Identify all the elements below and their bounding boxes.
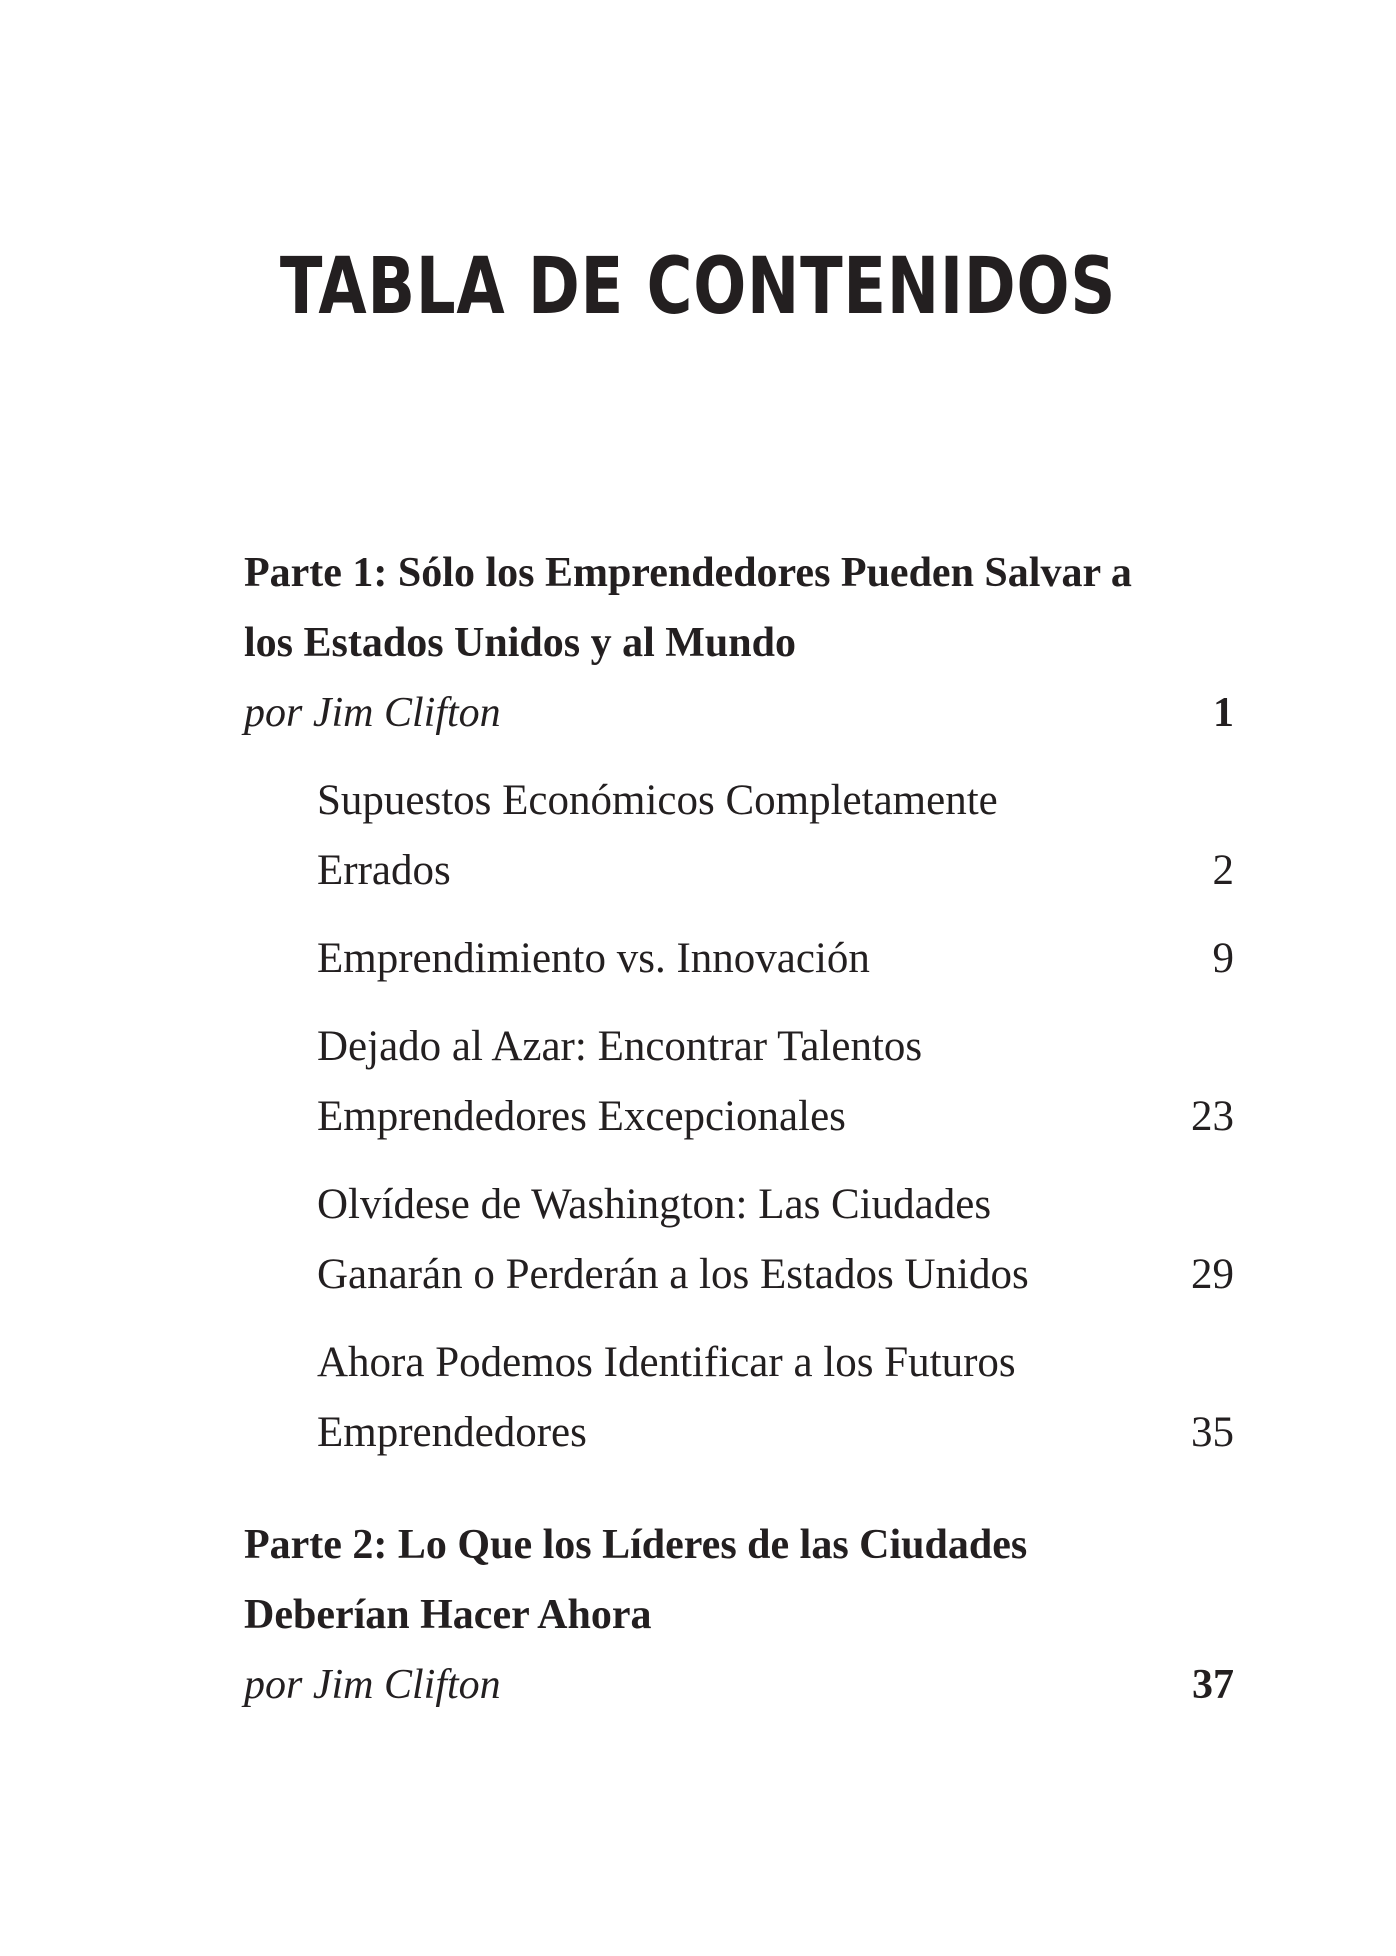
part-1-entries — [244, 766, 1234, 1468]
part-1-page-number: 1 — [1213, 690, 1234, 736]
toc-entry-2[interactable] — [317, 924, 1234, 994]
toc-entry-4-page: 29 — [1191, 1251, 1234, 1298]
toc-part-2 — [244, 1510, 1234, 1720]
dot-leader — [593, 1405, 1185, 1446]
part-1-byline: por Jim Clifton — [244, 690, 501, 736]
dot-leader — [1035, 1247, 1185, 1288]
toc-entry-1-page: 2 — [1212, 847, 1234, 894]
toc-entry-4[interactable] — [317, 1170, 1234, 1310]
toc-entry-3-line-2: Emprendedores Excepcionales — [317, 1093, 846, 1140]
part-1-title — [244, 538, 1234, 678]
part-2-page-number: 37 — [1192, 1662, 1234, 1708]
part-2-byline: por Jim Clifton — [244, 1662, 501, 1708]
toc-entry-4-line-1: Olvídese de Washington: Las Ciudades — [317, 1181, 992, 1228]
toc-entry-4-line-2: Ganarán o Perderán a los Estados Unidos — [317, 1251, 1029, 1298]
toc-entry-1-line-2: Errados — [317, 847, 451, 894]
toc-entry-2-page: 9 — [1212, 935, 1234, 982]
part-2-title — [244, 1510, 1234, 1650]
toc-entry-1[interactable] — [317, 766, 1234, 906]
part-2-title-line-2: Deberían Hacer Ahora — [244, 1592, 652, 1638]
toc-entry-5-line-1: Ahora Podemos Identificar a los Futuros — [317, 1339, 1016, 1386]
dot-leader — [507, 686, 1207, 726]
toc-entry-1-line-1: Supuestos Económicos Completamente — [317, 777, 998, 824]
toc-entry-2-line-1: Emprendimiento vs. Innovación — [317, 935, 870, 982]
dot-leader — [876, 931, 1207, 972]
part-1-title-line-1: Parte 1: Sólo los Emprendedores Pueden Salvar a — [244, 550, 1132, 596]
part-1-title-line-2: los Estados Unidos y al Mundo — [244, 620, 797, 666]
toc-entry-3-page: 23 — [1191, 1093, 1234, 1140]
toc-entry-5-page: 35 — [1191, 1409, 1234, 1456]
part-1-byline-row[interactable] — [244, 678, 1234, 748]
dot-leader — [507, 1658, 1186, 1698]
toc-part-1 — [244, 538, 1234, 1468]
page-title: TABLA DE CONTENIDOS — [279, 242, 1117, 332]
part-2-byline-row[interactable] — [244, 1650, 1234, 1720]
dot-leader — [457, 843, 1207, 884]
toc-entry-3[interactable] — [317, 1012, 1234, 1152]
toc-entry-3-line-1: Dejado al Azar: Encontrar Talentos — [317, 1023, 923, 1070]
toc-entry-5[interactable] — [317, 1328, 1234, 1468]
table-of-contents — [244, 538, 1234, 1720]
dot-leader — [852, 1089, 1185, 1130]
part-2-title-line-1: Parte 2: Lo Que los Líderes de las Ciudades — [244, 1522, 1028, 1568]
toc-entry-5-line-2: Emprendedores — [317, 1409, 587, 1456]
